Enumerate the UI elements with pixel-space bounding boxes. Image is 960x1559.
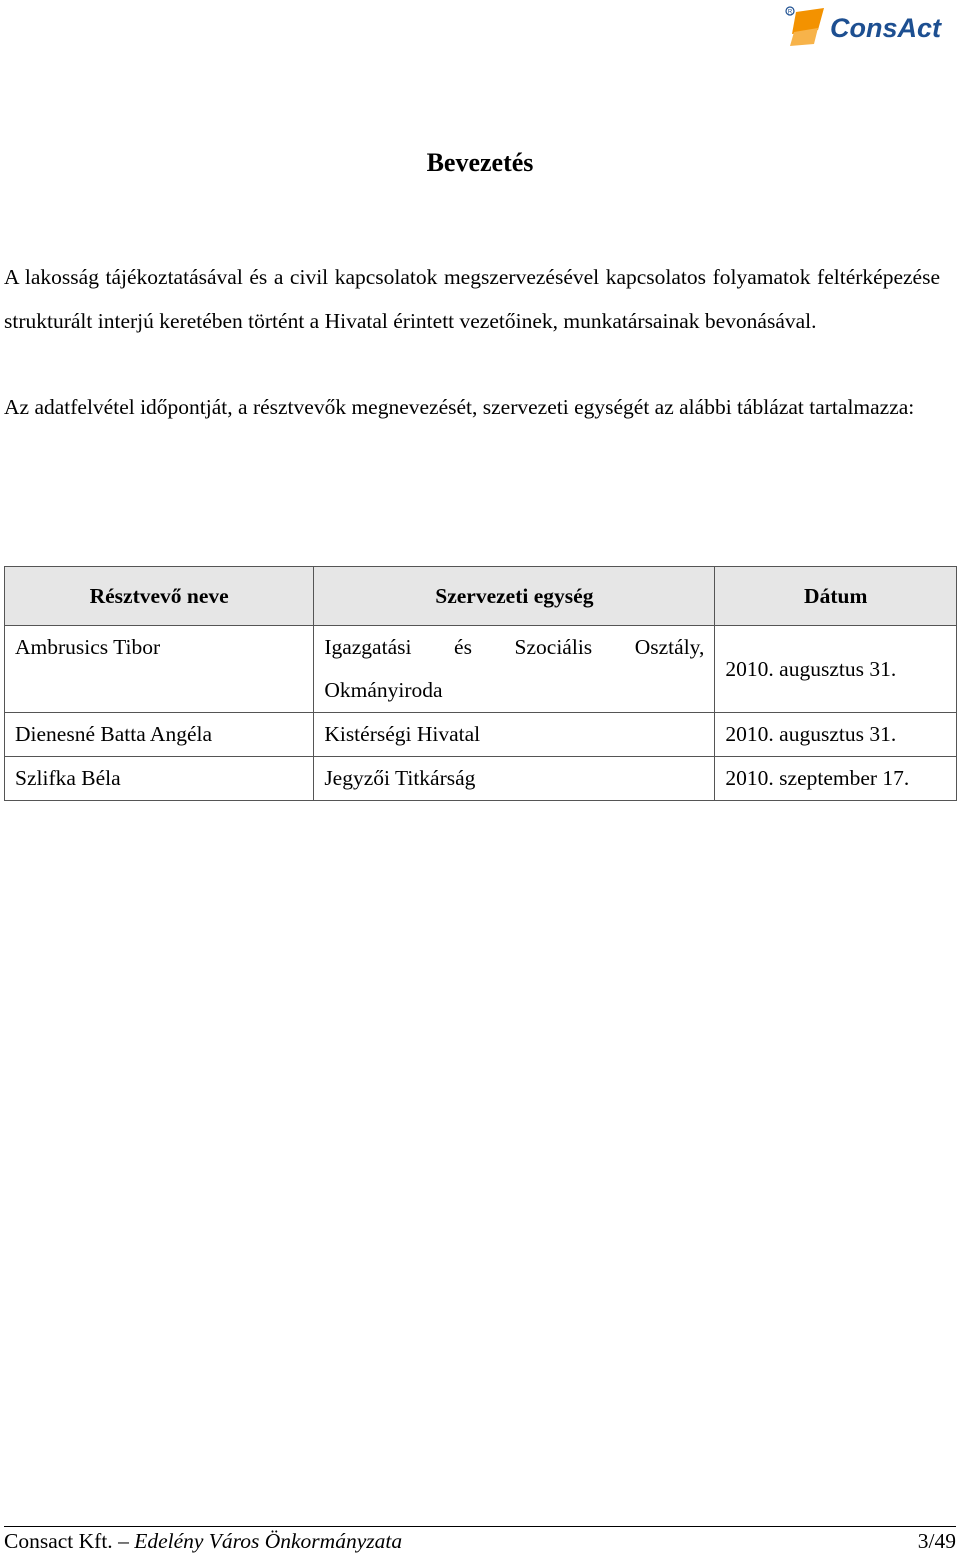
interview-date: 2010. szeptember 17. (715, 757, 957, 801)
participant-name: Dienesné Batta Angéla (5, 713, 314, 757)
org-unit: Jegyzői Titkárság (314, 757, 715, 801)
page-footer (4, 1526, 956, 1554)
consact-logo-icon (782, 4, 950, 48)
interview-date: 2010. augusztus 31. (715, 713, 957, 757)
participant-name: Szlifka Béla (5, 757, 314, 801)
table-row (5, 757, 957, 801)
table-row (5, 713, 957, 757)
participant-name: Ambrusics Tibor (5, 626, 314, 713)
consact-logo (782, 4, 950, 48)
org-unit: Igazgatási és Szociális Osztály, Okmányiroda (314, 626, 715, 713)
svg-text:R: R (787, 9, 793, 16)
footer-separator: – (112, 1529, 135, 1553)
header-date: Dátum (715, 567, 957, 626)
intro-paragraph: A lakosság tájékoztatásával és a civil kapcsolatok megszervezésével kapcsolatos folyamatok feltérképezése strukturált interjú keretében történt a Hivatal érintett vezetőinek, munkatársainak bevonásával. (4, 265, 940, 333)
header-participant-name: Résztvevő neve (5, 567, 314, 626)
interview-date: 2010. augusztus 31. (715, 626, 957, 713)
footer-company: Consact Kft. (4, 1529, 113, 1553)
footer-client: Edelény Város Önkormányzata (134, 1529, 403, 1553)
header-org-unit: Szervezeti egység (314, 567, 715, 626)
org-unit: Kistérségi Hivatal (314, 713, 715, 757)
table-intro-paragraph: Az adatfelvétel időpontját, a résztvevők megnevezését, szervezeti egységét az alábbi táblázat tartalmazza: (4, 395, 915, 419)
table-row (5, 626, 957, 713)
page-title: Bevezetés (426, 148, 534, 177)
footer-page-number: 3/49 (917, 1529, 956, 1553)
table-header-row (5, 567, 957, 626)
footer-left (4, 1529, 402, 1554)
participants-table (4, 566, 957, 801)
logo-text: ConsAct (830, 13, 942, 43)
